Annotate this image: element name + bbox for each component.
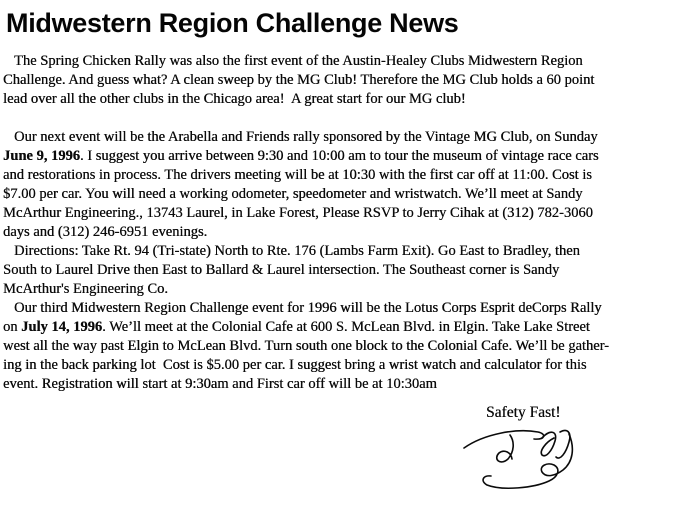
handwritten-signature-icon (450, 424, 600, 496)
text-line: on July 14, 1996. We’ll meet at the Colonial Cafe at 600 S. McLean Blvd. in Elgin. Take Lake Street (3, 319, 590, 335)
text-line: McArthur's Engineering Co. (3, 281, 168, 297)
signoff-text: Safety Fast! (486, 404, 561, 421)
paragraph (3, 128, 685, 242)
article-body (3, 52, 685, 394)
text-line: McArthur Engineering., 13743 Laurel, in Lake Forest, Please RSVP to Jerry Cihak at (312) 782-3060 (3, 205, 593, 221)
text-line: lead over all the other clubs in the Chicago area! A great start for our MG club! (3, 91, 466, 107)
text-line: Directions: Take Rt. 94 (Tri-state) North to Rte. 176 (Lambs Farm Exit). Go East to Bradley, then (14, 243, 580, 259)
paragraph (3, 299, 685, 394)
text-line: Challenge. And guess what? A clean sweep by the MG Club! Therefore the MG Club holds a 60 point (3, 72, 595, 88)
text-line: The Spring Chicken Rally was also the first event of the Austin-Healey Clubs Midwestern Region (14, 53, 583, 69)
text-line: days and (312) 246-6951 evenings. (3, 224, 208, 240)
text-line: South to Laurel Drive then East to Ballard & Laurel intersection. The Southeast corner is Sandy (3, 262, 560, 278)
text-line: west all the way past Elgin to McLean Blvd. Turn south one block to the Colonial Cafe. We’ll be gather- (3, 338, 609, 354)
page-title: Midwestern Region Challenge News (6, 8, 459, 38)
text-line: Our third Midwestern Region Challenge event for 1996 will be the Lotus Corps Esprit deCorps Rally (14, 300, 602, 316)
signature-scribble (450, 424, 600, 496)
text-line: and restorations in process. The drivers meeting will be at 10:30 with the first car off at 11:00. Cost is (3, 167, 592, 183)
paragraph (3, 242, 685, 299)
text-line: Our next event will be the Arabella and Friends rally sponsored by the Vintage MG Club, on Sunday (14, 129, 598, 145)
text-line: ing in the back parking lot Cost is $5.00 per car. I suggest bring a wrist watch and calculator for this (3, 357, 587, 373)
text-line: June 9, 1996. I suggest you arrive between 9:30 and 10:00 am to tour the museum of vintage race cars (3, 148, 599, 164)
paragraph (3, 52, 685, 109)
text-line: event. Registration will start at 9:30am and First car off will be at 10:30am (3, 376, 437, 392)
text-line: $7.00 per car. You will need a working odometer, speedometer and wristwatch. We’ll meet at Sandy (3, 186, 583, 202)
